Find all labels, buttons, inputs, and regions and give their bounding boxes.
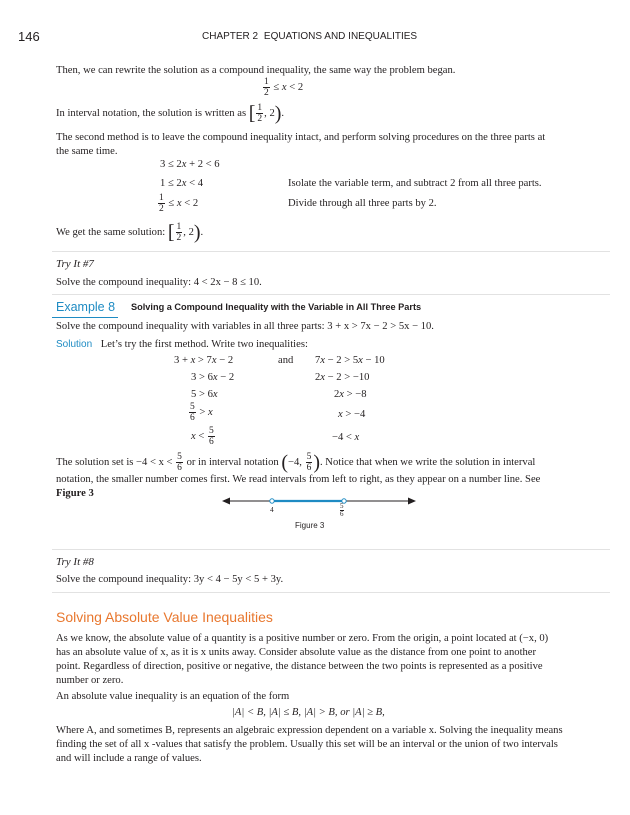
note-divide: Divide through all three parts by 2. [288,198,437,209]
math-left-3: 5 > 6x [191,389,218,400]
tick-label-right [340,503,344,518]
figure-caption: Figure 3 [295,521,325,530]
solution-set-text-c: . Notice that when we write the solution in interval [320,456,536,468]
divider [52,592,610,593]
divider [52,294,610,295]
paragraph-second-method-2: the same time. [56,146,118,157]
abs-paragraph-3: point. Regardless of direction, positive or negative, the distance between the two points is represented as a positive [56,661,543,672]
tick-right-num: 5 [340,502,344,510]
abs-forms: |A| < B, |A| ≤ B, |A| > B, or |A| ≥ B, [232,707,385,718]
math-step-2: 1 ≤ 2x < 4 [160,178,203,189]
math-right-4: x > −4 [338,409,366,420]
divider [52,549,610,550]
paragraph-rewrite: Then, we can rewrite the solution as a compound inequality, the same way the problem began. [56,65,456,76]
try-it-8-text: Solve the compound inequality: 3y < 4 − 5y < 5 + 3y. [56,574,284,585]
tick-right-den: 6 [340,510,344,518]
math-right-2: 2x − 2 > −10 [315,372,370,383]
solution-set-text-a: The solution set is −4 < x < [56,456,173,468]
solution-set-text-b: or in interval notation [186,456,279,468]
example-8-title: Solving a Compound Inequality with the Variable in All Three Parts [131,302,422,312]
tick-label-left: 4 [270,505,274,514]
solution-label: Solution [56,339,93,350]
paragraph-solution-set: The solution set is −4 < x < $\frac{5}{6}$ or in interval notation (−4, $\frac{5}{6}$ ). Notice that when we write the solution in interval [56,451,536,474]
try-it-7-title: Try It #7 [56,258,94,270]
math-step-1: 3 ≤ 2x + 2 < 6 [160,159,220,170]
abs-definition: An absolute value inequality is an equation of the form [56,691,290,702]
where-paragraph-3: and will include a range of values. [56,753,202,764]
chapter-title: EQUATIONS AND INEQUALITIES [263,31,418,42]
example-8-underline [52,317,118,318]
math-right-1: 7x − 2 > 5x − 10 [315,355,385,366]
where-paragraph-2: finding the set of all x -values that satisfy the problem. Usually this set will be an interval or the union of two intervals [56,739,558,750]
math-left-1: 3 + x > 7x − 2 [174,355,234,366]
math-half-le-x-lt-2: $\frac{1}{2}$ ≤ x < 2 [264,77,304,98]
paragraph-interval-notation: In interval notation, the solution is written as [ $\frac{1}{2}$ , 2). [56,102,285,125]
paragraph-second-method-1: The second method is to leave the compound inequality intact, and perform solving procedures on the three parts at [56,132,546,143]
try-it-8-title: Try It #8 [56,556,94,568]
solution-line [56,338,308,352]
running-header [202,31,417,42]
divider [52,251,610,252]
figure-ref: Figure 3 [56,488,94,499]
paragraph-same-solution: We get the same solution: [ $\frac{1}{2}$ , 2). [56,221,204,244]
and-word: and [278,355,294,366]
open-endpoint-left [270,499,274,503]
paragraph-solution-line2: notation, the smaller number comes first. We read intervals from left to right, as they appear on a number line. See [56,474,541,485]
math-left-4: $\frac{5}{6}$ > x [190,402,213,423]
math-step-3: $\frac{1}{2}$ ≤ x < 2 [159,193,199,214]
math-right-5: −4 < x [332,432,360,443]
math-left-5: x < $\frac{5}{6}$ [191,426,214,447]
example-8-label: Example 8 [56,300,116,314]
abs-paragraph-2: has an absolute value of x, as it is x units away. Consider absolute value as the distance from one point to another [56,647,537,658]
number-line-figure [222,494,416,524]
math-right-3: 2x > −8 [334,389,367,400]
page-number: 146 [18,29,40,44]
arrow-right-icon [408,498,416,505]
interval-text: In interval notation, the solution is written as [56,107,247,119]
chapter-label: CHAPTER 2 [202,31,259,42]
try-it-7-text: Solve the compound inequality: 4 < 2x − 8 ≤ 10. [56,277,262,288]
abs-paragraph-4: number or zero. [56,675,124,686]
where-paragraph-1: Where A, and sometimes B, represents an algebraic expression dependent on a variable x. Solving the inequality means [56,725,563,736]
section-title: Solving Absolute Value Inequalities [56,609,273,625]
math-left-2: 3 > 6x − 2 [191,372,235,383]
arrow-left-icon [222,498,230,505]
example-8-problem: Solve the compound inequality with variables in all three parts: 3 + x > 7x − 2 > 5x − 10. [56,321,434,332]
solution-text: Let’s try the first method. Write two inequalities: [100,339,308,350]
same-solution-text: We get the same solution: [56,226,166,238]
abs-paragraph-1: As we know, the absolute value of a quantity is a positive number or zero. From the origin, a point located at (−x, 0) [56,633,549,644]
note-isolate: Isolate the variable term, and subtract 2 from all three parts. [288,178,542,189]
